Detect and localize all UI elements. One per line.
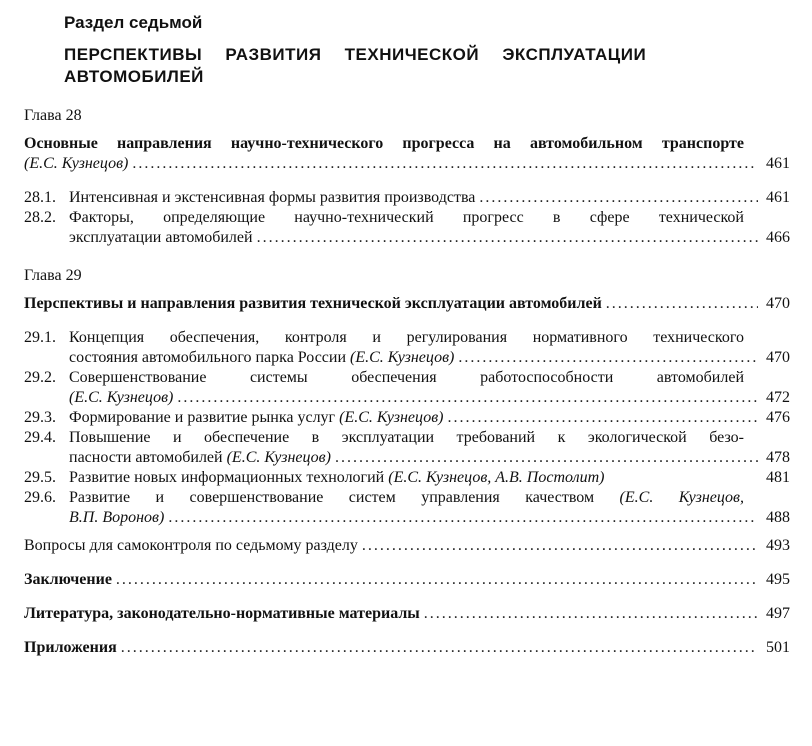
item-number: 29.3. <box>24 409 56 426</box>
leader-dots <box>458 348 758 368</box>
item-author: (Е.С. Кузнецов, А.В. Постолит) <box>388 469 605 486</box>
leader-dots <box>424 604 758 624</box>
toc-item-29-1 <box>24 328 794 368</box>
leader-dots <box>116 570 755 590</box>
item-number: 28.2. <box>24 209 56 226</box>
leader-dots <box>335 448 758 468</box>
toc-item-literature <box>24 604 790 624</box>
toc-item-29-4 <box>24 428 794 468</box>
leader-dots <box>168 508 757 528</box>
leader-dots <box>177 388 757 408</box>
appendices-page: 501 <box>766 639 790 656</box>
item-number: 29.2. <box>24 369 56 386</box>
item-title-line2: пасности автомобилей <box>69 449 223 466</box>
item-title-line1: Совершенствование системы обеспечения работоспособности автомобилей <box>69 369 744 386</box>
questions-title: Вопросы для самоконтроля по седьмому разделу <box>24 537 358 554</box>
leader-dots <box>121 638 756 658</box>
item-number: 28.1. <box>24 189 56 206</box>
chapter-28-page: 461 <box>766 155 790 172</box>
toc-item-conclusion <box>24 570 790 590</box>
section-label: Раздел седьмой <box>64 13 203 32</box>
conclusion-page: 495 <box>766 571 790 588</box>
section-title: ПЕРСПЕКТИВЫ РАЗВИТИЯ ТЕХНИЧЕСКОЙ ЭКСПЛУАТАЦИИ АВТОМОБИЛЕЙ <box>64 45 647 86</box>
chapter-28-author-line <box>24 154 790 174</box>
item-title-line1: Развитие и совершенствование систем управления качеством <box>69 489 595 506</box>
item-number: 29.1. <box>24 329 56 346</box>
toc-item-29-2 <box>24 368 794 408</box>
chapter-29-title: Перспективы и направления развития технической эксплуатации автомобилей <box>24 295 602 312</box>
item-number: 29.6. <box>24 489 56 506</box>
questions-page: 493 <box>766 537 790 554</box>
item-title: Развитие новых информационных технологий <box>69 469 385 486</box>
chapter-29-label: Глава 29 <box>24 267 82 284</box>
chapter-28-author: (Е.С. Кузнецов) <box>24 155 129 172</box>
item-title-line2: В.П. Воронов) <box>69 509 165 526</box>
item-author: (Е.С. Кузнецов) <box>69 389 174 406</box>
literature-page: 497 <box>766 605 790 622</box>
item-page: 481 <box>766 469 790 486</box>
toc-item-29-6 <box>24 488 794 528</box>
item-author: (Е.С. Кузнецов) <box>226 449 331 466</box>
leader-dots <box>362 536 758 556</box>
item-author: (Е.С. Кузнецов) <box>350 349 455 366</box>
toc-item-appendices <box>24 638 790 658</box>
chapter-29-title-line <box>24 294 790 314</box>
toc-item-questions <box>24 536 790 556</box>
item-page: 478 <box>766 449 790 466</box>
toc-item-29-3 <box>24 408 794 428</box>
item-title-line2: эксплуатации автомобилей <box>69 229 253 246</box>
leader-dots <box>257 228 758 248</box>
toc-item-29-5 <box>24 468 794 488</box>
item-title-line1: Повышение и обеспечение в эксплуатации требований к экологической безо- <box>69 429 744 446</box>
leader-dots <box>447 408 758 428</box>
item-title: Интенсивная и экстенсивная формы развития производства <box>69 189 476 206</box>
item-author: (Е.С. Кузнецов) <box>339 409 444 426</box>
leader-dots <box>132 154 756 174</box>
leader-dots <box>606 294 758 314</box>
item-number: 29.4. <box>24 429 56 446</box>
chapter-28-label: Глава 28 <box>24 107 82 124</box>
item-title-line2: состояния автомобильного парка России <box>69 349 347 366</box>
toc-item-28-2 <box>24 208 794 248</box>
appendices-title: Приложения <box>24 639 117 656</box>
conclusion-title: Заключение <box>24 571 112 588</box>
item-author: (Е.С. Кузнецов, <box>619 489 744 506</box>
item-title-line1: Концепция обеспечения, контроля и регулирования нормативного технического <box>69 329 744 346</box>
chapter-28-title: Основные направления научно-технического прогресса на автомобильном транспорте <box>24 135 744 152</box>
item-page: 472 <box>766 389 790 406</box>
chapter-29-page: 470 <box>766 295 790 312</box>
item-page: 488 <box>766 509 790 526</box>
item-title-line1: Факторы, определяющие научно-технический прогресс в сфере технической <box>69 209 744 226</box>
item-page: 466 <box>766 229 790 246</box>
leader-dots <box>479 188 758 208</box>
item-page: 470 <box>766 349 790 366</box>
item-title: Формирование и развитие рынка услуг <box>69 409 336 426</box>
toc-item-28-1 <box>24 188 794 208</box>
toc-page <box>24 8 794 658</box>
item-page: 461 <box>766 189 790 206</box>
literature-title: Литература, законодательно-нормативные материалы <box>24 605 420 622</box>
item-page: 476 <box>766 409 790 426</box>
item-number: 29.5. <box>24 469 56 486</box>
